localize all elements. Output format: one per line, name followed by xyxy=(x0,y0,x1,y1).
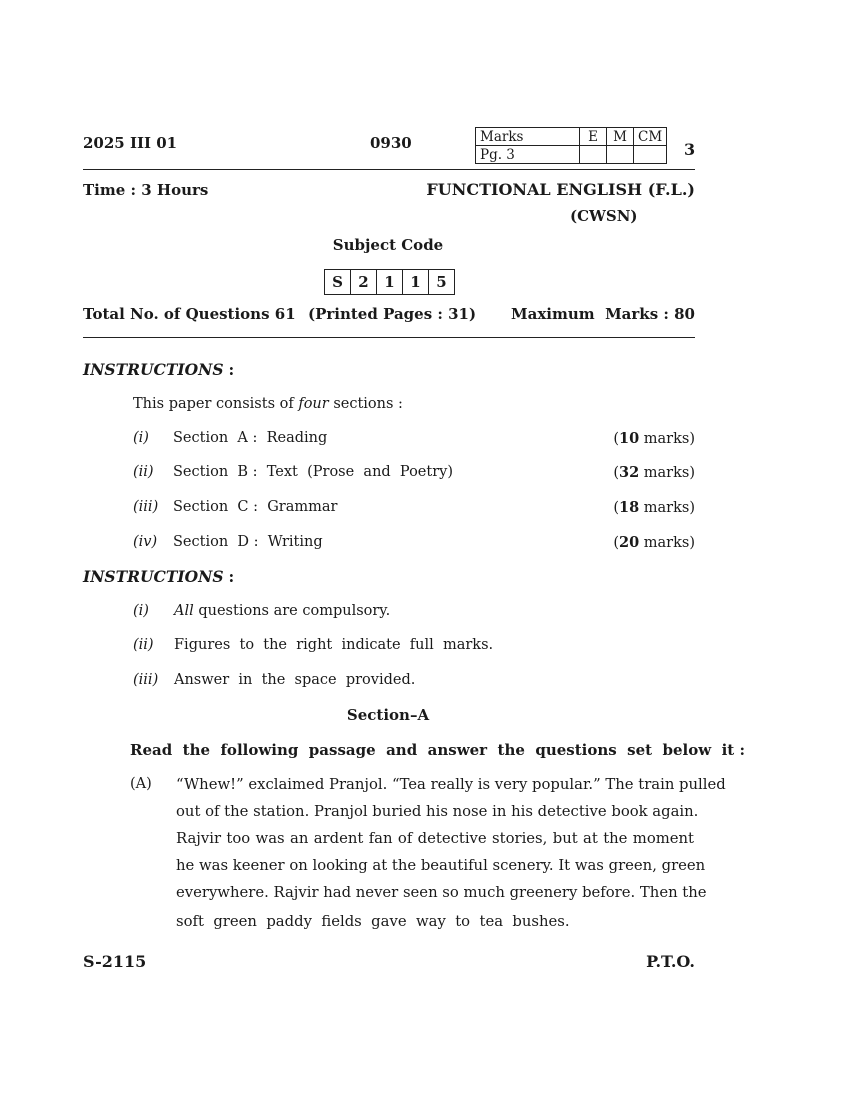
section-num: (iii) xyxy=(133,499,159,515)
code-digit: S xyxy=(325,270,351,294)
instruction-num: (ii) xyxy=(133,637,154,653)
subject-code-label: Subject Code xyxy=(332,236,444,254)
marks-col-m: M xyxy=(607,128,634,146)
paper-code: 0930 xyxy=(370,134,412,152)
passage-label: (A) xyxy=(130,776,152,792)
section-marks: (10 marks) xyxy=(613,430,695,447)
section-num: (ii) xyxy=(133,464,154,480)
marks-page: Pg. 3 xyxy=(476,146,580,164)
section-num: (i) xyxy=(133,430,149,446)
footer-pto: P.T.O. xyxy=(646,952,695,971)
section-label: Section A : Reading xyxy=(173,430,328,446)
passage-line: out of the station. Pranjol buried his nose in his detective book again. xyxy=(176,803,699,820)
instructions-heading-2: INSTRUCTIONS : xyxy=(83,567,235,586)
section-a-prompt: Read the following passage and answer the questions set below it : xyxy=(130,741,745,759)
marks-cell-m xyxy=(607,146,634,164)
passage-line: he was keener on looking at the beautiful scenery. It was green, green xyxy=(176,857,706,874)
section-label: Section D : Writing xyxy=(173,534,323,550)
passage-line: Rajvir too was an ardent fan of detective stories, but at the moment xyxy=(176,830,694,847)
subject-subtitle: (CWSN) xyxy=(570,207,638,225)
instruction-text: All questions are compulsory. xyxy=(174,603,391,619)
section-marks: (32 marks) xyxy=(613,464,695,481)
instruction-num: (i) xyxy=(133,603,149,619)
subject-code-boxes xyxy=(324,269,455,295)
marks-table xyxy=(475,127,667,164)
meta-rule xyxy=(83,337,695,338)
code-digit: 5 xyxy=(436,273,447,291)
section-marks: (18 marks) xyxy=(613,499,695,516)
passage-line: “Whew!” exclaimed Pranjol. “Tea really is very popular.” The train pulled xyxy=(176,776,726,793)
total-questions: Total No. of Questions 61 xyxy=(83,305,296,323)
max-marks: Maximum Marks : 80 xyxy=(511,305,695,323)
footer-code: S-2115 xyxy=(83,952,147,971)
code-digit: 1 xyxy=(403,270,429,294)
marks-cell-e xyxy=(580,146,607,164)
marks-col-cm: CM xyxy=(634,128,667,146)
passage-line: everywhere. Rajvir had never seen so much greenery before. Then the xyxy=(176,884,707,901)
instruction-num: (iii) xyxy=(133,672,159,688)
subject-title: FUNCTIONAL ENGLISH (F.L.) xyxy=(426,180,695,199)
marks-col-e: E xyxy=(580,128,607,146)
marks-cell-cm xyxy=(634,146,667,164)
instructions-intro: This paper consists of four sections : xyxy=(133,396,403,412)
header-rule xyxy=(83,169,695,170)
passage-line: soft green paddy fields gave way to tea bushes. xyxy=(176,913,570,930)
page-number: 3 xyxy=(684,140,696,159)
section-marks: (20 marks) xyxy=(613,534,695,551)
printed-pages: (Printed Pages : 31) xyxy=(308,305,477,323)
section-label: Section B : Text (Prose and Poetry) xyxy=(173,464,453,480)
time-label: Time : 3 Hours xyxy=(83,181,209,199)
section-num: (iv) xyxy=(133,534,158,550)
marks-label: Marks xyxy=(476,128,580,146)
instructions-heading-1: INSTRUCTIONS : xyxy=(83,360,235,379)
instruction-text: Answer in the space provided. xyxy=(174,672,416,688)
section-a-title: Section–A xyxy=(346,706,430,724)
code-digit: 1 xyxy=(377,270,403,294)
code-digit: 2 xyxy=(351,270,377,294)
exam-code: 2025 III 01 xyxy=(83,134,178,152)
section-label: Section C : Grammar xyxy=(173,499,338,515)
instruction-text: Figures to the right indicate full marks. xyxy=(174,637,494,653)
